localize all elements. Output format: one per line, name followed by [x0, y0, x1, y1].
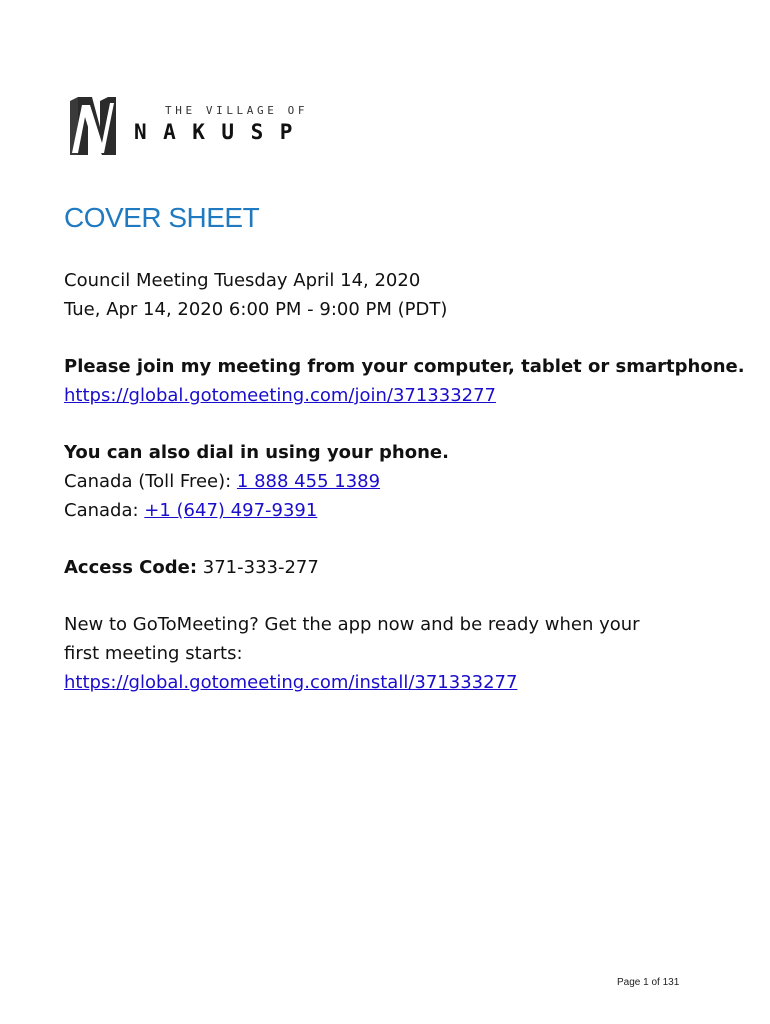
- canada-row: [64, 496, 724, 525]
- install-section: [64, 610, 724, 697]
- toll-free-number-link[interactable]: 1 888 455 1389: [236, 471, 381, 492]
- document-body: [64, 196, 745, 725]
- dial-in-section: [64, 438, 724, 525]
- install-text-line2: first meeting starts:: [64, 643, 243, 664]
- toll-free-row: [64, 467, 724, 496]
- canada-label: Canada:: [64, 500, 145, 521]
- logo-tagline: THE VILLAGE OF: [165, 104, 309, 117]
- install-text-line1: New to GoToMeeting? Get the app now and be ready when your: [64, 614, 640, 635]
- access-code-section: [64, 553, 724, 582]
- access-code-value: 371-333-277: [197, 557, 319, 578]
- meeting-time: Tue, Apr 14, 2020 6:00 PM - 9:00 PM (PDT): [64, 299, 448, 320]
- join-heading: Please join my meeting from your computer, tablet or smartphone.: [64, 356, 745, 377]
- canada-number-link[interactable]: +1 (647) 497-9391: [144, 500, 318, 521]
- dial-in-heading: You can also dial in using your phone.: [64, 442, 449, 463]
- toll-free-label: Canada (Toll Free):: [64, 471, 237, 492]
- page-title: COVER SHEET: [64, 202, 260, 233]
- access-code-row: [64, 553, 724, 582]
- nakusp-logo-mark-icon: [70, 97, 116, 155]
- join-meeting-link[interactable]: https://global.gotomeeting.com/join/371333277: [64, 385, 497, 406]
- village-logo: [70, 97, 330, 157]
- meeting-info: [64, 266, 724, 324]
- access-code-label: Access Code:: [64, 557, 198, 578]
- join-section: [64, 352, 745, 410]
- logo-wordmark: NAKUSP: [134, 120, 309, 144]
- meeting-title: Council Meeting Tuesday April 14, 2020: [64, 270, 421, 291]
- install-app-link[interactable]: https://global.gotomeeting.com/install/371333277: [64, 672, 518, 693]
- page-number: Page 1 of 131: [617, 977, 680, 988]
